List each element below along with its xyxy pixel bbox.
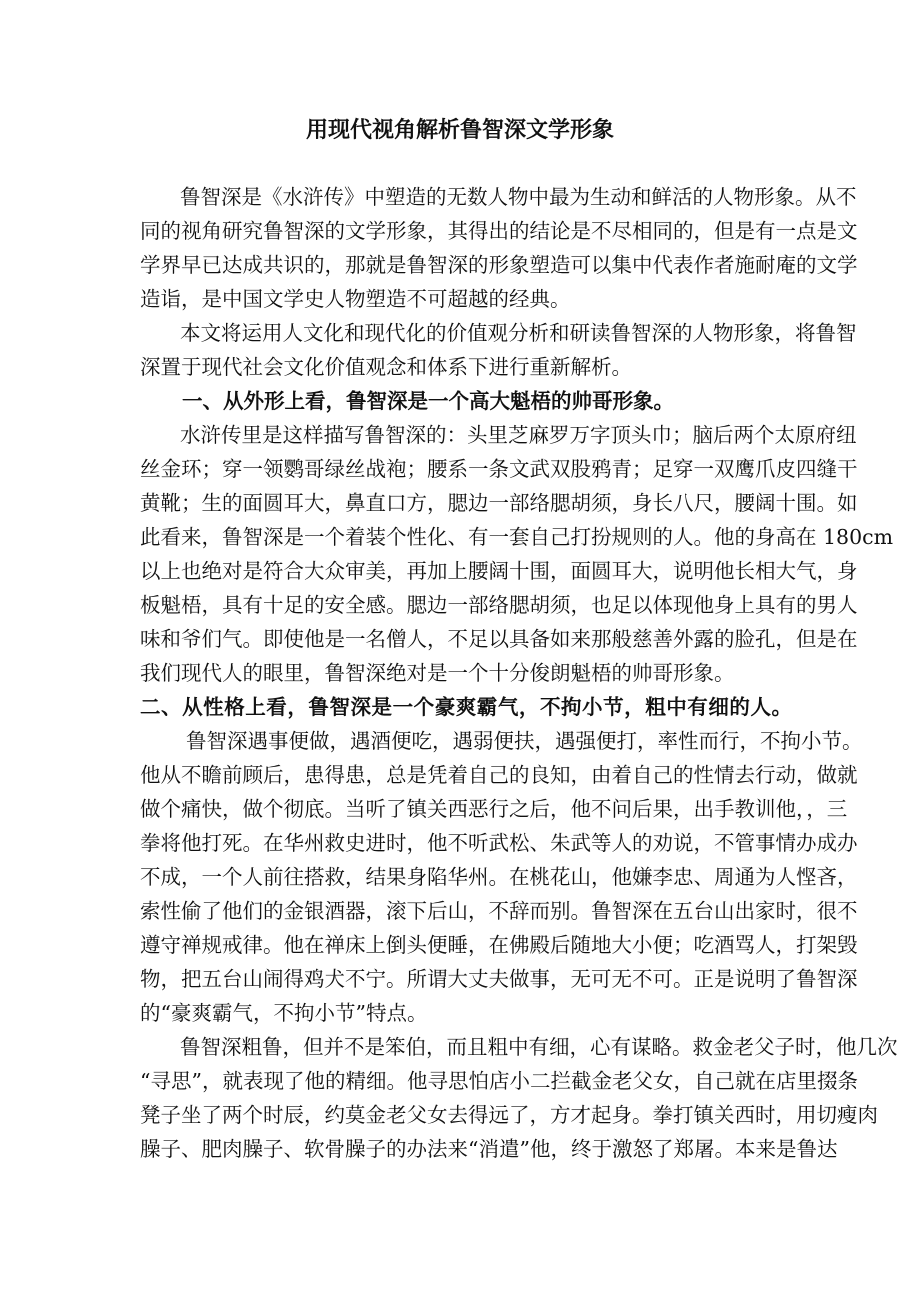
text-line: 学界早已达成共识的，那就是鲁智深的形象塑造可以集中代表作者施耐庵的文学 <box>140 253 858 277</box>
text-line: 鲁智深遇事便做，遇酒便吃，遇弱便扶，遇强便打，率性而行，不拘小节。 <box>186 729 863 753</box>
text-line: 味和爷们气。即使他是一名僧人，不足以具备如来那般慈善外露的脸孔，但是在 <box>140 627 858 651</box>
text-line: 以上也绝对是符合大众审美，再加上腰阔十围，面圆耳大，说明他长相大气，身 <box>140 559 858 583</box>
paragraph <box>140 1030 898 1166</box>
text-line: 本文将运用人文化和现代化的价值观分析和研读鲁智深的人物形象，将鲁智 <box>180 321 857 345</box>
text-line: 板魁梧，具有十足的安全感。腮边一部络腮胡须，也足以体现他身上具有的男人 <box>140 593 858 617</box>
text-line: 臊子、肥肉臊子、软骨臊子的办法来“消遣”他，终于激怒了郑屠。本来是鲁达 <box>140 1137 838 1161</box>
text-line: 造诣，是中国文学史人物塑造不可超越的经典。 <box>140 287 571 311</box>
text-line: 索性偷了他们的金银酒器，滚下后山，不辞而别。鲁智深在五台山出家时，很不 <box>140 899 858 923</box>
text-line: 丝金环；穿一领鹦哥绿丝战袍；腰系一条文武双股鸦青；足穿一双鹰爪皮四缝干 <box>140 457 858 481</box>
text-line: 此看来，鲁智深是一个着装个性化、有一套自己打扮规则的人。他的身高在 180cm <box>140 525 894 549</box>
text-line: 鲁智深粗鲁，但并不是笨伯，而且粗中有细，心有谋略。救金老父子时，他几次 <box>180 1035 898 1059</box>
text-line: 深置于现代社会文化价值观念和体系下进行重新解析。 <box>140 355 632 379</box>
document-body <box>140 180 898 1166</box>
text-line: 的“豪爽霸气，不拘小节”特点。 <box>140 1001 428 1025</box>
text-line: 我们现代人的眼里，鲁智深绝对是一个十分俊朗魁梧的帅哥形象。 <box>140 661 735 685</box>
text-line: “寻思”，就表现了他的精细。他寻思怕店小二拦截金老父女，自己就在店里掇条 <box>140 1069 858 1093</box>
paragraph <box>140 724 863 1030</box>
text-line: 一、从外形上看，鲁智深是一个高大魁梧的帅哥形象。 <box>182 389 674 413</box>
text-line: 做个痛快，做个彻底。当听了镇关西恶行之后，他不问后果，出手教训他，，三 <box>140 797 848 821</box>
text-line: 鲁智深是《水浒传》中塑造的无数人物中最为生动和鲜活的人物形象。从不 <box>180 185 857 209</box>
text-line: 黄靴；生的面圆耳大，鼻直口方，腮边一部络腮胡须，身长八尺，腰阔十围。如 <box>140 491 858 515</box>
paragraph <box>140 180 858 316</box>
paragraph <box>140 316 857 384</box>
text-line: 拳将他打死。在华州救史进时，他不听武松、朱武等人的劝说，不管事情办成办 <box>140 831 858 855</box>
section-heading <box>140 384 792 418</box>
document-title: 用现代视角解析鲁智深文学形象 <box>305 118 614 143</box>
text-line: 不成，一个人前往搭救，结果身陷华州。在桃花山，他嫌李忠、周通为人悭吝， <box>140 865 858 889</box>
paragraph <box>140 418 894 690</box>
text-line: 凳子坐了两个时辰，约莫金老父女去得远了，方才起身。拳打镇关西时，用切瘦肉 <box>140 1103 878 1127</box>
section-heading <box>140 690 792 724</box>
text-line: 物，把五台山闹得鸡犬不宁。所谓大丈夫做事，无可无不可。正是说明了鲁智深 <box>140 967 858 991</box>
text-line: 遵守禅规戒律。他在禅床上倒头便睡，在佛殿后随地大小便；吃酒骂人，打架毁 <box>140 933 858 957</box>
text-line: 二、从性格上看，鲁智深是一个豪爽霸气，不拘小节，粗中有细的人。 <box>140 695 792 719</box>
text-line: 他从不瞻前顾后，患得患，总是凭着自己的良知，由着自己的性情去行动，做就 <box>140 763 858 787</box>
text-line: 同的视角研究鲁智深的文学形象，其得出的结论是不尽相同的，但是有一点是文 <box>140 219 858 243</box>
text-line: 水浒传里是这样描写鲁智深的：头里芝麻罗万字顶头巾；脑后两个太原府纽 <box>180 423 857 447</box>
